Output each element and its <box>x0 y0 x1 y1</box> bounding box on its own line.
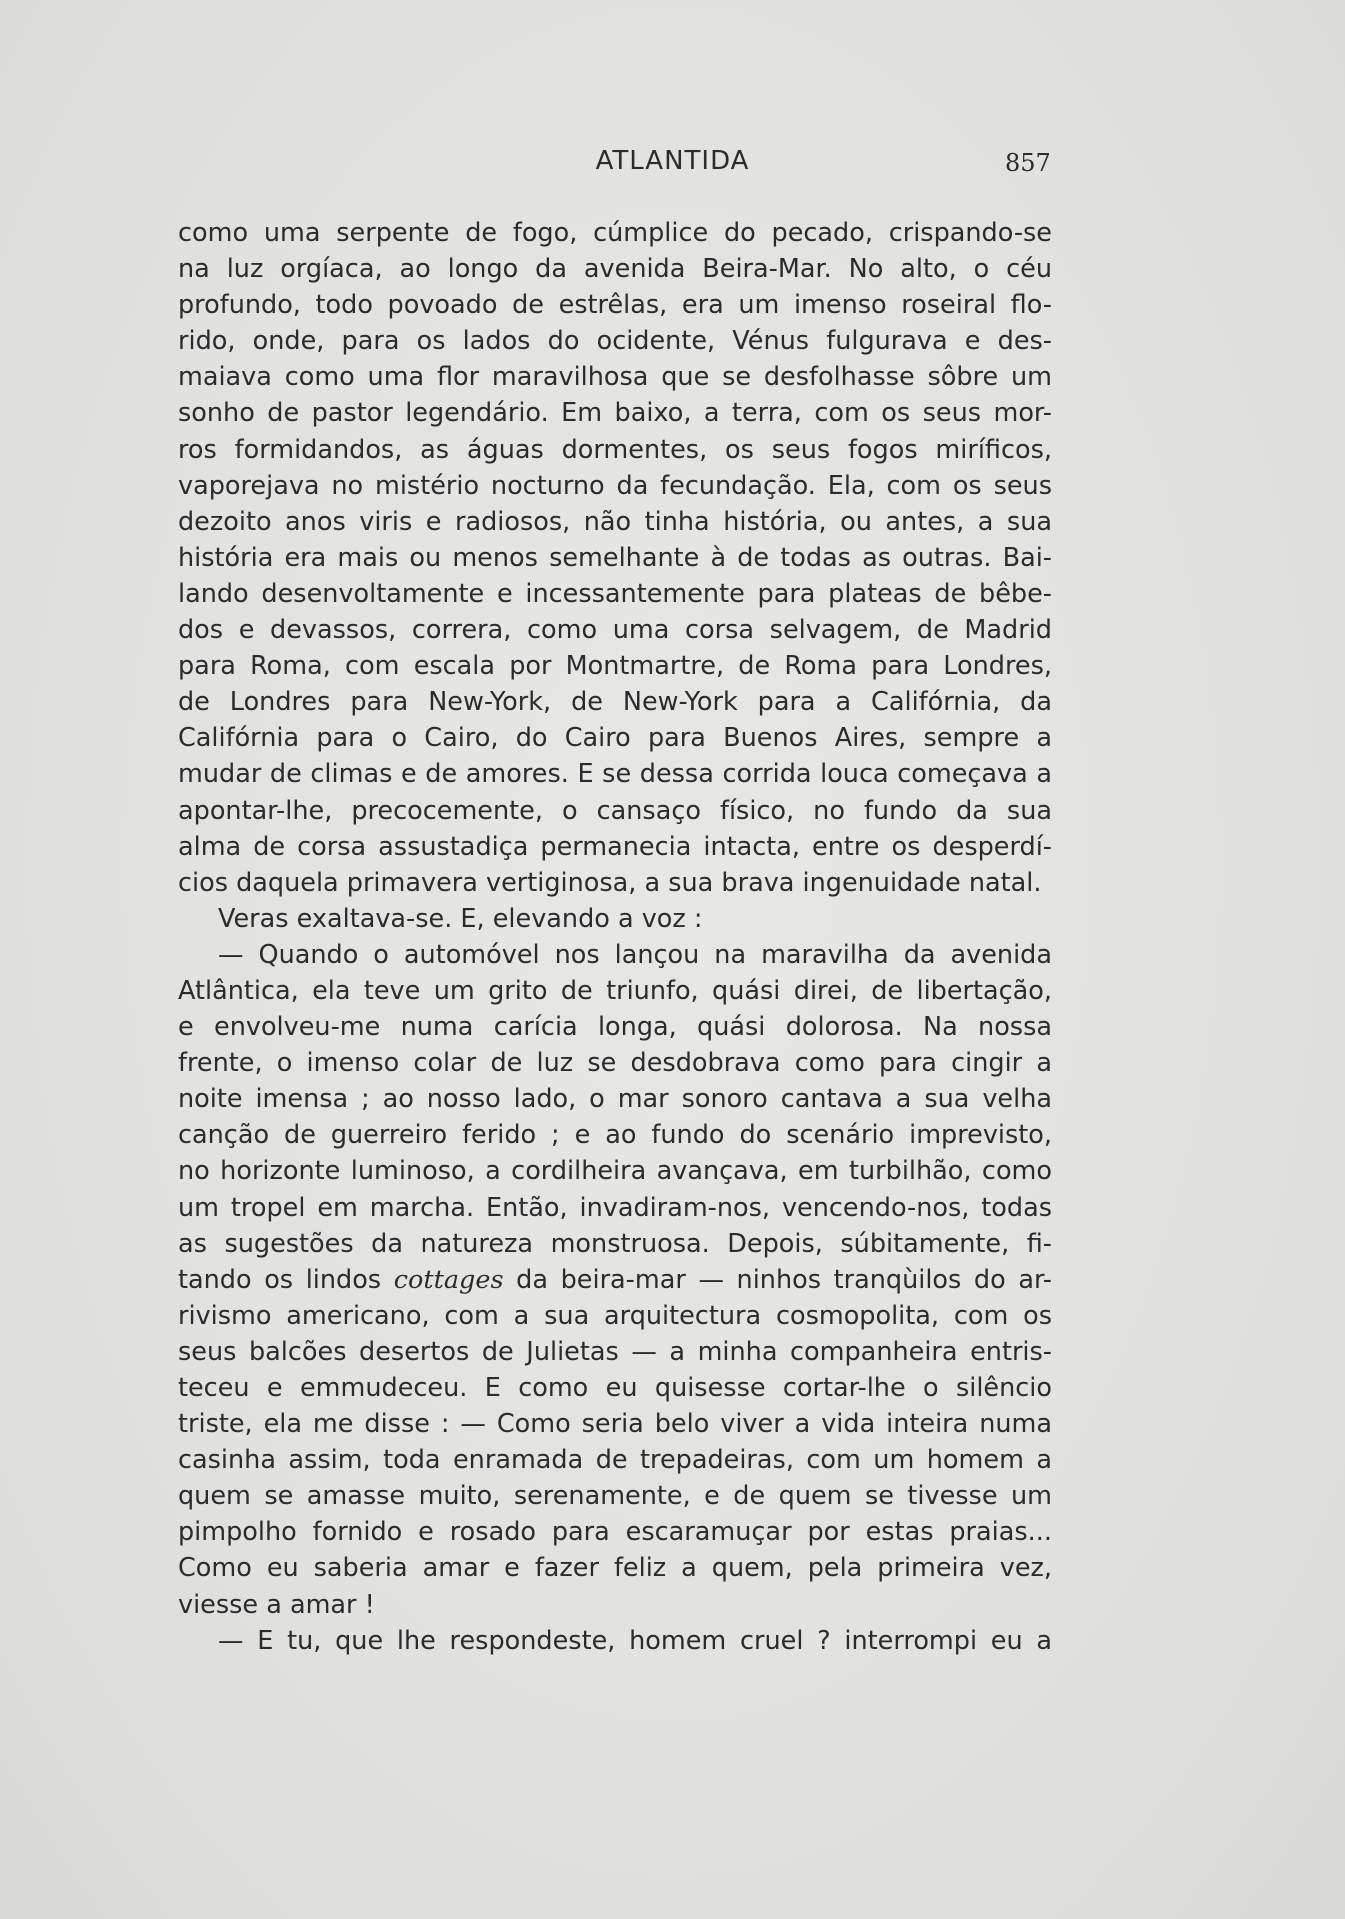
text-line: ros formidandos, as águas dormentes, os seus fogos miríficos, <box>178 434 1052 465</box>
text-line: cios daquela primavera vertiginosa, a sua brava ingenuidade natal. <box>178 867 1042 898</box>
text-line: como uma serpente de fogo, cúmplice do pecado, crispando-se <box>178 218 1052 248</box>
text-line: triste, ela me disse : — Como seria belo viver a vida inteira numa <box>178 1409 1052 1440</box>
text-line: sonho de pastor legendário. Em baixo, a terra, com os seus mor- <box>178 398 1052 429</box>
text-line: seus balcões desertos de Julietas — a minha companheira entris- <box>178 1336 1052 1367</box>
body-text <box>178 215 1052 1659</box>
text-line: vaporejava no mistério nocturno da fecundação. Ela, com os seus <box>178 470 1052 501</box>
text-line: rivismo americano, com a sua arquitectura cosmopolita, com os <box>178 1300 1052 1331</box>
text-line: no horizonte luminoso, a cordilheira avançava, em turbilhão, como <box>178 1156 1052 1187</box>
text-line: mudar de climas e de amores. E se dessa corrida louca começava a <box>178 759 1052 790</box>
text-line: na luz orgíaca, ao longo da avenida Beira-Mar. No alto, o céu <box>178 254 1052 285</box>
text-line: casinha assim, toda enramada de trepadeiras, com um homem a <box>178 1445 1052 1476</box>
text-line-after: da beira-mar — ninhos tranqùilos do ar- <box>503 1264 1052 1295</box>
text-line: Como eu saberia amar e fazer feliz a quem, pela primeira vez, <box>178 1553 1052 1584</box>
text-line: maiava como uma flor maravilhosa que se desfolhasse sôbre um <box>178 362 1052 393</box>
text-line: canção de guerreiro ferido ; e ao fundo do scenário imprevisto, <box>178 1120 1052 1151</box>
text-line <box>178 1262 1052 1298</box>
text-line: — Quando o automóvel nos lançou na maravilha da avenida <box>218 939 1052 970</box>
text-line: um tropel em marcha. Então, invadiram-nos, vencendo-nos, todas <box>178 1192 1052 1223</box>
text-line: dos e devassos, correra, como uma corsa selvagem, de Madrid <box>178 615 1052 646</box>
page-number: 857 <box>1005 149 1051 177</box>
text-line: teceu e emmudeceu. E como eu quisesse cortar-lhe o silêncio <box>178 1373 1052 1403</box>
text-line: dezoito anos viris e radiosos, não tinha história, ou antes, a sua <box>178 506 1052 537</box>
text-line: — E tu, que lhe respondeste, homem cruel ? interrompi eu a <box>218 1625 1052 1656</box>
text-line-before: tando os lindos <box>178 1264 394 1295</box>
text-line: apontar-lhe, precocemente, o cansaço físico, no fundo da sua <box>178 795 1052 826</box>
text-line: história era mais ou menos semelhante à de todas as outras. Bai- <box>178 542 1052 573</box>
text-line: lando desenvoltamente e incessantemente para plateas de bêbe- <box>178 578 1052 609</box>
text-line: viesse a amar ! <box>178 1589 375 1620</box>
text-line: Veras exaltava-se. E, elevando a voz : <box>218 903 703 934</box>
text-line: para Roma, com escala por Montmartre, de Roma para Londres, <box>178 651 1052 682</box>
running-title: ATLANTIDA <box>595 146 750 176</box>
italic-term: cottages <box>393 1264 504 1295</box>
text-line: alma de corsa assustadiça permanecia intacta, entre os desperdí- <box>178 831 1052 862</box>
text-line: e envolveu-me numa carícia longa, quási dolorosa. Na nossa <box>178 1012 1052 1043</box>
text-line: rido, onde, para os lados do ocidente, Vénus fulgurava e des- <box>178 326 1052 357</box>
text-line: profundo, todo povoado de estrêlas, era um imenso roseiral flo- <box>178 290 1052 321</box>
text-line: Atlântica, ela teve um grito de triunfo, quási direi, de libertação, <box>178 975 1052 1006</box>
text-line: frente, o imenso colar de luz se desdobrava como para cingir a <box>178 1048 1052 1079</box>
text-line: as sugestões da natureza monstruosa. Depois, súbitamente, fi- <box>178 1228 1052 1259</box>
text-line: noite imensa ; ao nosso lado, o mar sonoro cantava a sua velha <box>178 1084 1052 1115</box>
text-line: de Londres para New-York, de New-York para a Califórnia, da <box>178 687 1052 718</box>
text-line: pimpolho fornido e rosado para escaramuçar por estas praias... <box>178 1517 1052 1548</box>
text-line: Califórnia para o Cairo, do Cairo para Buenos Aires, sempre a <box>178 723 1052 754</box>
text-line: quem se amasse muito, serenamente, e de quem se tivesse um <box>178 1481 1052 1512</box>
